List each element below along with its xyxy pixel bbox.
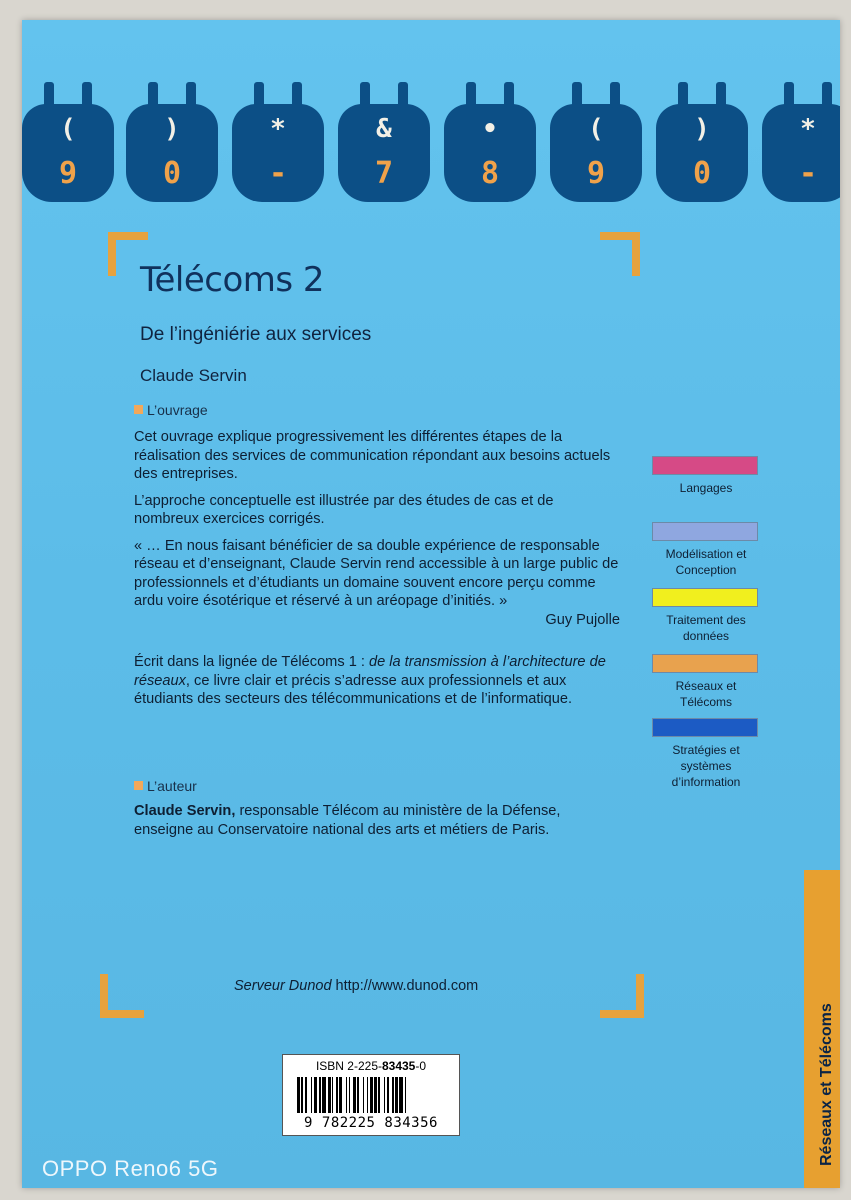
camera-watermark: OPPO Reno6 5G xyxy=(42,1156,219,1181)
legend-swatch xyxy=(652,718,758,737)
legend-item: Stratégies et systèmes d’information xyxy=(650,718,762,790)
isbn: ISBN 2-225-83435-0 xyxy=(315,1059,427,1073)
barcode-digits: 9 782225 834356 xyxy=(304,1115,438,1131)
barcode-bars xyxy=(297,1077,447,1113)
section-heading-auteur: L’auteur xyxy=(134,778,197,794)
description-block xyxy=(134,428,620,717)
quote: « … En nous faisant bénéficier de sa double expérience de responsable réseau et d’enseignant, Claude Servin rend accessible à un large public de professionnels et d’étudiants un domaine souvent encore perçu comme ardu voire ésotérique et réservé à un aréopage d’initiés. » xyxy=(134,537,619,609)
frame-corner-top-right xyxy=(600,232,640,276)
legend-item: Réseaux et Télécoms xyxy=(650,654,762,710)
keyboard-keys-illustration xyxy=(22,76,840,206)
publisher-server: Serveur Dunod http://www.dunod.com xyxy=(234,978,479,994)
paragraph: Écrit dans la lignée de Télécoms 1 : de la transmission à l’architecture de réseaux, ce livre clair et précis s’adresse aux professionnels et aux étudiants des secteurs des télécommunications et de l’informatique. xyxy=(134,654,606,707)
book-subtitle: De l’ingéniérie aux services xyxy=(140,324,372,345)
barcode xyxy=(282,1054,460,1136)
legend-swatch xyxy=(652,456,758,475)
keyboard-key: • 8 xyxy=(444,104,536,202)
legend-item: Modélisation et Conception xyxy=(650,522,762,578)
frame-corner-bottom-left xyxy=(100,974,144,1018)
frame-corner-bottom-right xyxy=(600,974,644,1018)
legend-swatch xyxy=(652,588,758,607)
keyboard-key: * - xyxy=(762,104,840,202)
keyboard-key: ( 9 xyxy=(550,104,642,202)
book-title: Télécoms 2 xyxy=(140,260,325,300)
collection-label: Réseaux et Télécoms xyxy=(818,1003,835,1166)
legend-swatch xyxy=(652,654,758,673)
quote-author: Guy Pujolle xyxy=(545,611,620,628)
keyboard-key: * - xyxy=(232,104,324,202)
book-back-cover xyxy=(22,20,840,1188)
paragraph: L’approche conceptuelle est illustrée par des études de cas et de nombreux exercices corrigés. xyxy=(134,492,554,527)
book-author: Claude Servin xyxy=(140,366,247,385)
keyboard-key: ) 0 xyxy=(126,104,218,202)
orange-square-icon xyxy=(134,781,143,790)
keyboard-key: ( 9 xyxy=(22,104,114,202)
section-heading-ouvrage: L’ouvrage xyxy=(134,402,208,418)
paragraph: Cet ouvrage explique progressivement les différentes étapes de la réalisation des services de communication répondant aux besoins actuels des entreprises. xyxy=(134,429,611,482)
keyboard-key: ) 0 xyxy=(656,104,748,202)
collection-band xyxy=(804,870,840,1188)
keyboard-key: & 7 xyxy=(338,104,430,202)
author-bio: Claude Servin, responsable Télécom au ministère de la Défense, enseigne au Conservatoire national des arts et métiers de Paris. xyxy=(134,803,561,838)
legend-swatch xyxy=(652,522,758,541)
legend-item: Langages xyxy=(650,456,762,496)
legend-item: Traitement des données xyxy=(650,588,762,644)
orange-square-icon xyxy=(134,405,143,414)
